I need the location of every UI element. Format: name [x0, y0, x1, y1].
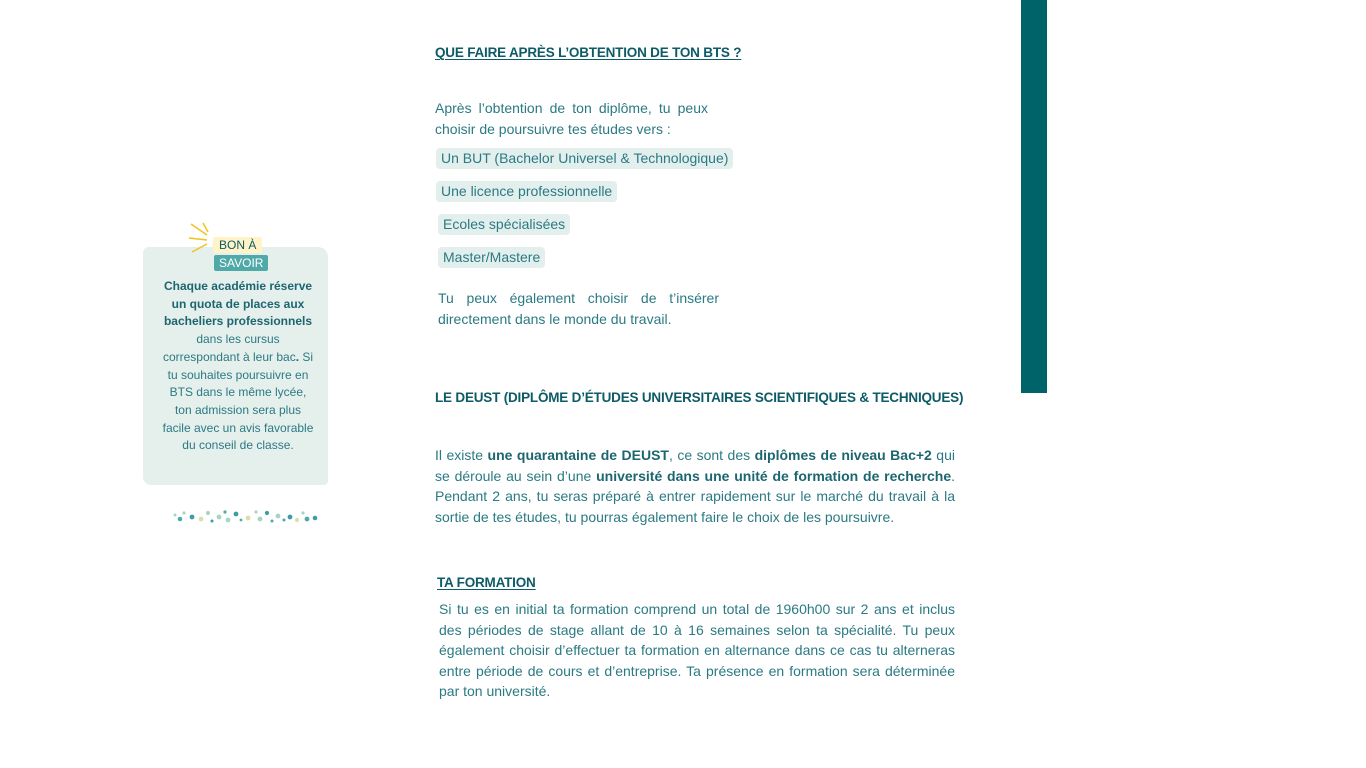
bts-option-list: [436, 181, 617, 202]
decorative-side-bar: [1021, 0, 1047, 393]
bts-option: Ecoles spécialisées: [438, 214, 570, 235]
decorative-dots-icon: [170, 505, 320, 527]
deust-heading: LE DEUST (DIPLÔME D’ÉTUDES UNIVERSITAIRES SCIENTIFIQUES & TECHNIQUES): [435, 390, 964, 405]
good-to-know-text: [160, 278, 316, 455]
bts-option: Un BUT (Bachelor Universel & Technologique): [436, 148, 733, 169]
good-to-know-tag-top: BON À: [213, 237, 262, 253]
bts-option: Une licence professionnelle: [436, 181, 617, 202]
deust-bold: université dans une unité de formation de recherche: [596, 467, 952, 484]
bts-outro: Tu peux également choisir de t’insérer directement dans le monde du travail.: [438, 290, 719, 327]
bts-option-list: [438, 214, 570, 235]
sparkle-icon: [187, 221, 213, 255]
bts-heading: QUE FAIRE APRÈS L’OBTENTION DE TON BTS ?: [435, 45, 742, 60]
formation-paragraph: Si tu es en initial ta formation comprend un total de 1960h00 sur 2 ans et inclus des périodes de stage allant de 10 à 16 semaines selon ta spécialité. Tu peux également choisir d’effectuer ta formation en alternance dans ce cas tu alterneras entre période de cours et d’entreprise. Ta présence en formation sera déterminée par ton université.: [439, 601, 955, 699]
deust-text: . Pendant 2 ans, tu seras préparé à entrer rapidement sur le marché du travail à la sortie de tes études, tu pourras également faire le choix de les poursuivre.: [435, 467, 956, 525]
good-to-know-tag-bottom: SAVOIR: [214, 255, 268, 271]
deust-text: qui se déroule au sein d’une: [435, 447, 955, 484]
deust-paragraph: [435, 445, 955, 527]
formation-heading: TA FORMATION: [437, 575, 536, 590]
deust-bold: diplômes de niveau Bac+2: [754, 447, 932, 463]
bts-intro: Après l’obtention de ton diplôme, tu peux choisir de poursuivre tes études vers :: [435, 100, 708, 137]
bts-option-list: [438, 247, 545, 268]
deust-text: , ce sont des: [668, 447, 755, 463]
good-to-know-line: Si tu souhaites poursuivre en BTS dans le même lycée, ton admission sera plus facile avec un avis favorable du conseil de classe.: [162, 349, 314, 453]
bts-option: Master/Mastere: [438, 247, 545, 268]
good-to-know-bold: .: [295, 349, 300, 364]
deust-bold: une quarantaine de DEUST: [487, 447, 669, 463]
good-to-know-line: dans les cursus correspondant à leur bac: [162, 332, 296, 364]
good-to-know-bold: Chaque académie réserve un quota de places aux bacheliers professionnels: [163, 279, 313, 329]
deust-text: Il existe: [435, 447, 488, 463]
bts-option-list: [436, 148, 733, 169]
